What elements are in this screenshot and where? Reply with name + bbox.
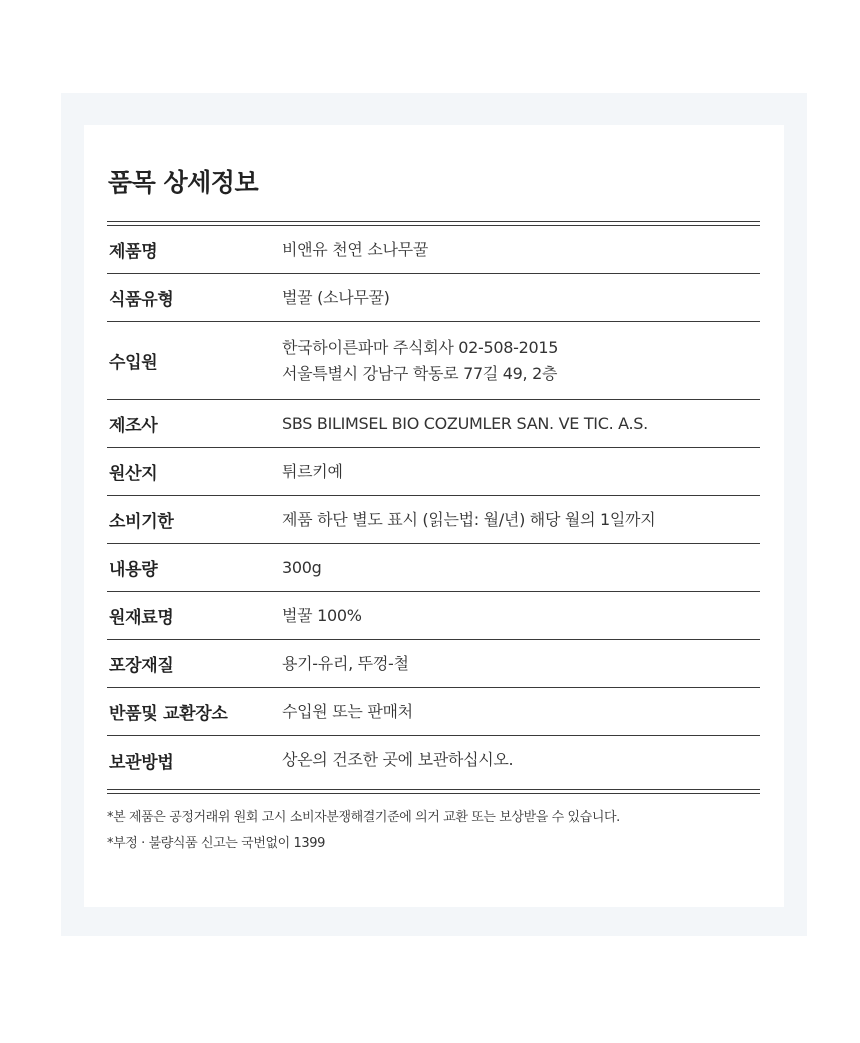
row-label: 식품유형 bbox=[109, 290, 174, 310]
table-row-food-type bbox=[107, 274, 760, 322]
table-row-expiry bbox=[107, 496, 760, 544]
row-value: 튀르키예 bbox=[282, 461, 343, 481]
row-value: 비앤유 천연 소나무꿀 bbox=[282, 239, 428, 259]
row-value: SBS BILIMSEL BIO COZUMLER SAN. VE TIC. A.S. bbox=[282, 413, 648, 433]
row-label: 내용량 bbox=[109, 560, 158, 580]
outer-frame bbox=[61, 93, 807, 936]
row-label: 수입원 bbox=[109, 353, 158, 373]
row-value bbox=[282, 335, 558, 387]
row-label: 제조사 bbox=[109, 416, 158, 436]
row-value: 벌꿀 100% bbox=[282, 605, 362, 625]
footnote-exchange: *본 제품은 공정거래위 원회 고시 소비자분쟁해결기준에 의거 교환 또는 보상받을 수 있습니다. bbox=[107, 810, 620, 825]
row-value: 제품 하단 별도 표시 (읽는법: 월/년) 해당 월의 1일까지 bbox=[282, 509, 656, 529]
product-info-card bbox=[84, 125, 784, 907]
row-value: 벌꿀 (소나무꿀) bbox=[282, 287, 390, 307]
importer-address-line: 서울특별시 강남구 학동로 77길 49, 2층 bbox=[282, 363, 558, 383]
row-value: 300g bbox=[282, 557, 322, 577]
table-row-ingredients bbox=[107, 592, 760, 640]
info-table bbox=[107, 226, 760, 784]
importer-company-line: 한국하이른파마 주식회사 02-508-2015 bbox=[282, 337, 559, 357]
row-label: 반품및 교환장소 bbox=[109, 704, 228, 724]
table-row-manufacturer bbox=[107, 400, 760, 448]
row-label: 소비기한 bbox=[109, 512, 174, 532]
footnote-report: *부정 · 불량식품 신고는 국번없이 1399 bbox=[107, 836, 326, 851]
row-label: 보관방법 bbox=[109, 752, 174, 773]
footnotes bbox=[107, 805, 767, 857]
table-row-origin bbox=[107, 448, 760, 496]
row-label: 포장재질 bbox=[109, 656, 174, 676]
row-label: 제품명 bbox=[109, 242, 158, 262]
table-row-packaging bbox=[107, 640, 760, 688]
table-row-returns bbox=[107, 688, 760, 736]
row-label: 원재료명 bbox=[109, 608, 174, 628]
table-row-product-name bbox=[107, 226, 760, 274]
table-row-storage bbox=[107, 736, 760, 784]
row-value: 상온의 건조한 곳에 보관하십시오. bbox=[282, 750, 514, 769]
row-value: 용기-유리, 뚜껑-철 bbox=[282, 653, 409, 673]
bottom-double-divider bbox=[107, 789, 760, 794]
table-row-importer bbox=[107, 322, 760, 400]
row-value: 수입원 또는 판매처 bbox=[282, 701, 413, 721]
row-label: 원산지 bbox=[109, 464, 158, 484]
page-title: 품목 상세정보 bbox=[108, 168, 259, 197]
table-row-net-weight bbox=[107, 544, 760, 592]
